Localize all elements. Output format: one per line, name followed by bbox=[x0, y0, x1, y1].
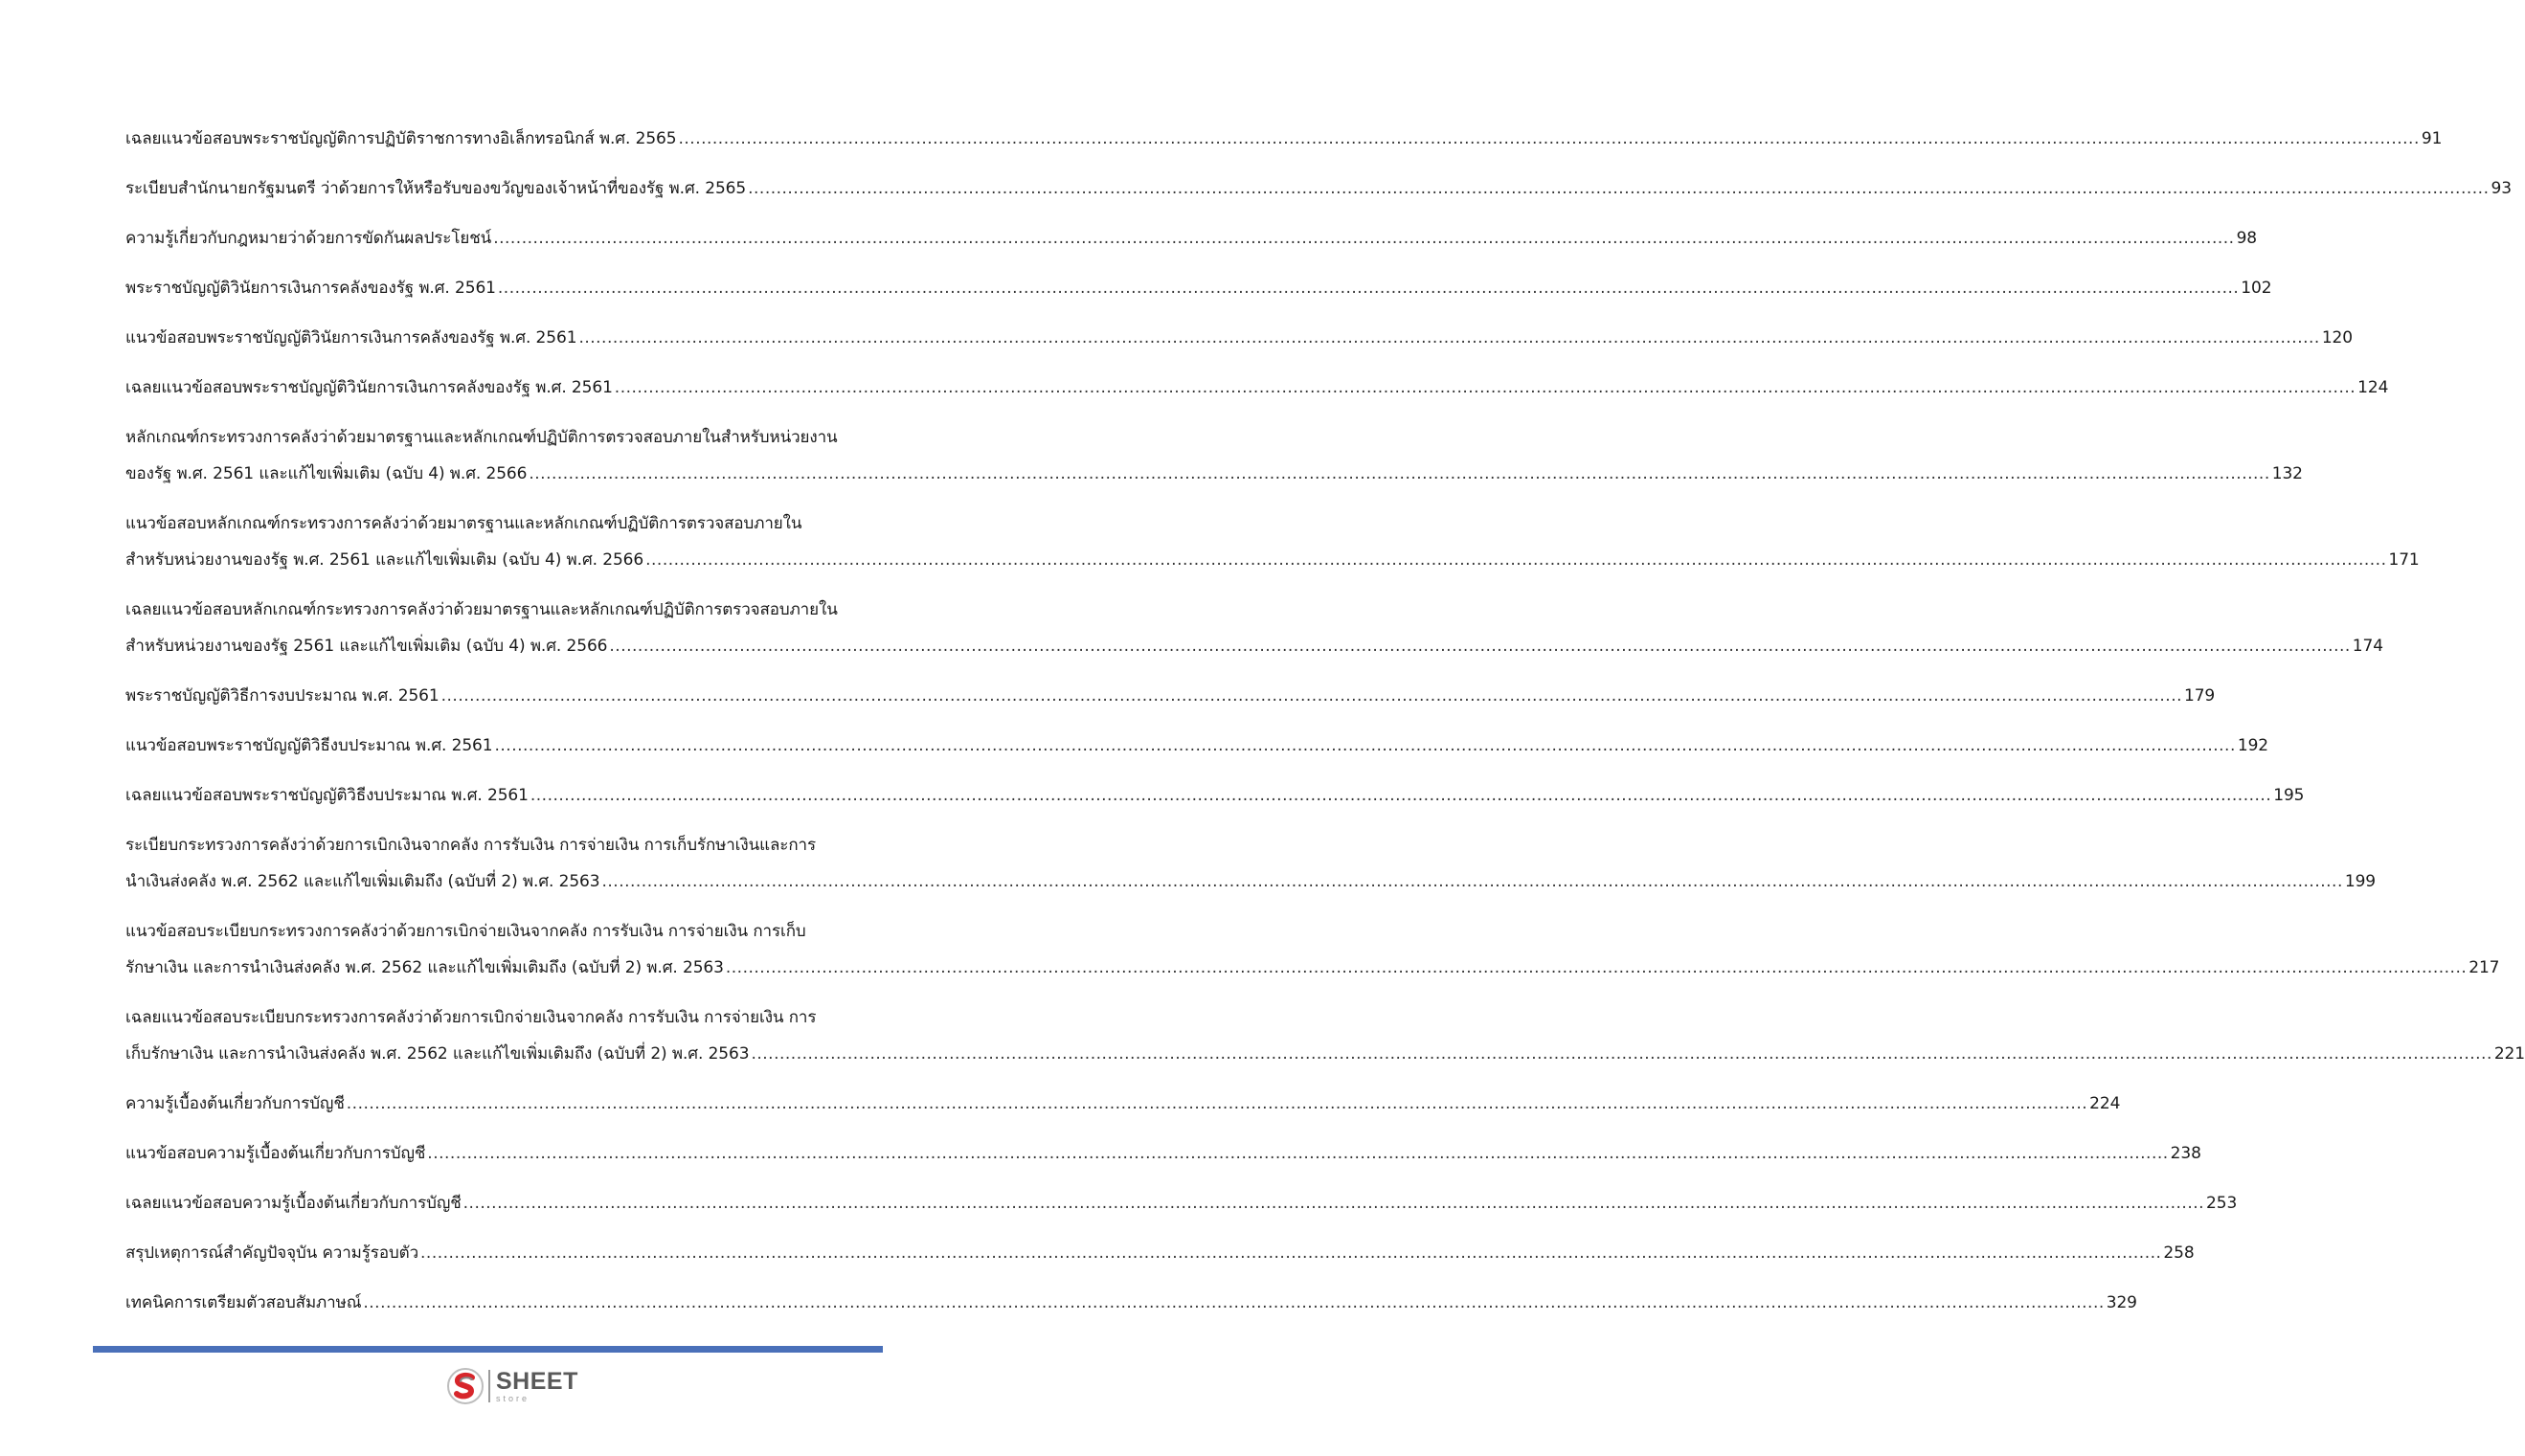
toc-entry-title: รักษาเงิน และการนำเงินส่งคลัง พ.ศ. 2562 และแก้ไขเพิ่มเติมถึง (ฉบับที่ 2) พ.ศ. 2563 bbox=[125, 958, 724, 977]
dot-leader bbox=[420, 1235, 2161, 1271]
toc-entry[interactable] bbox=[125, 827, 2377, 900]
toc-entry-title: แนวข้อสอบระเบียบกระทรวงการคลังว่าด้วยการเบิกจ่ายเงินจากคลัง การรับเงิน การจ่ายเงิน การเก็บ bbox=[125, 922, 806, 941]
dot-leader bbox=[493, 220, 2234, 257]
toc-entry-title: เฉลยแนวข้อสอบพระราชบัญญัติการปฏิบัติราชการทางอิเล็กทรอนิกส์ พ.ศ. 2565 bbox=[125, 129, 677, 148]
toc-entry[interactable] bbox=[125, 678, 2216, 714]
toc-entry[interactable] bbox=[125, 999, 2525, 1072]
toc-entry[interactable] bbox=[125, 505, 2420, 578]
toc-entry[interactable] bbox=[125, 419, 2303, 492]
toc-entry[interactable] bbox=[125, 1135, 2201, 1172]
dot-leader bbox=[494, 728, 2235, 764]
dot-leader bbox=[498, 270, 2239, 306]
logo-separator bbox=[488, 1370, 490, 1402]
toc-entry-title: เฉลยแนวข้อสอบพระราชบัญญัติวินัยการเงินการคลังของรัฐ พ.ศ. 2561 bbox=[125, 378, 613, 397]
footer-divider bbox=[93, 1346, 883, 1353]
toc-entry-title: นำเงินส่งคลัง พ.ศ. 2562 และแก้ไขเพิ่มเติมถึง (ฉบับที่ 2) พ.ศ. 2563 bbox=[125, 872, 600, 891]
toc-entry-title: แนวข้อสอบหลักเกณฑ์กระทรวงการคลังว่าด้วยมาตรฐานและหลักเกณฑ์ปฏิบัติการตรวจสอบภายใน bbox=[125, 514, 802, 533]
toc-entry-title: ระเบียบสำนักนายกรัฐมนตรี ว่าด้วยการให้หรือรับของขวัญของเจ้าหน้าที่ของรัฐ พ.ศ. 2565 bbox=[125, 179, 747, 198]
toc-entry[interactable] bbox=[125, 320, 2353, 356]
dot-leader bbox=[347, 1086, 2087, 1122]
toc-entry-page: 253 bbox=[2206, 1194, 2238, 1213]
sheet-store-logo-icon bbox=[446, 1367, 485, 1405]
toc-entry-page: 195 bbox=[2273, 786, 2305, 805]
logo-wordmark: SHEET bbox=[496, 1367, 578, 1395]
toc-entry-page: 120 bbox=[2321, 328, 2353, 347]
toc-entry-page: 329 bbox=[2106, 1293, 2137, 1312]
toc-entry-title: พระราชบัญญัติวิธีการงบประมาณ พ.ศ. 2561 bbox=[125, 686, 440, 706]
toc-entry-title: เฉลยแนวข้อสอบหลักเกณฑ์กระทรวงการคลังว่าด้วยมาตรฐานและหลักเกณฑ์ปฏิบัติการตรวจสอบภายใน bbox=[125, 600, 838, 619]
toc-entry-page: 171 bbox=[2388, 550, 2420, 570]
dot-leader bbox=[578, 320, 2319, 356]
toc-entry[interactable] bbox=[125, 270, 2272, 306]
toc-entry[interactable] bbox=[125, 592, 2383, 664]
toc-entry[interactable] bbox=[125, 777, 2305, 814]
logo-text bbox=[496, 1367, 578, 1403]
sheet-store-logo bbox=[446, 1365, 578, 1407]
toc-entry-title: ความรู้เกี่ยวกับกฎหมายว่าด้วยการขัดกันผลประโยชน์ bbox=[125, 229, 492, 248]
toc-entry-title: เก็บรักษาเงิน และการนำเงินส่งคลัง พ.ศ. 2562 และแก้ไขเพิ่มเติมถึง (ฉบับที่ 2) พ.ศ. 2563 bbox=[125, 1044, 750, 1064]
toc-entry-title: เฉลยแนวข้อสอบความรู้เบื้องต้นเกี่ยวกับการบัญชี bbox=[125, 1194, 462, 1213]
toc-entry[interactable] bbox=[125, 370, 2389, 406]
toc-entry[interactable] bbox=[125, 913, 2500, 986]
toc-entry-page: 91 bbox=[2421, 129, 2443, 148]
toc-entry[interactable] bbox=[125, 1185, 2238, 1221]
toc-entry[interactable] bbox=[125, 728, 2269, 764]
toc-entry[interactable] bbox=[125, 1086, 2121, 1122]
toc-entry-title: ความรู้เบื้องต้นเกี่ยวกับการบัญชี bbox=[125, 1094, 345, 1113]
dot-leader bbox=[645, 542, 2386, 578]
dot-leader bbox=[463, 1185, 2204, 1221]
toc-entry[interactable] bbox=[125, 1285, 2137, 1321]
toc-entry[interactable] bbox=[125, 1235, 2195, 1271]
toc-entry-title: หลักเกณฑ์กระทรวงการคลังว่าด้วยมาตรฐานและหลักเกณฑ์ปฏิบัติการตรวจสอบภายในสำหรับหน่วยงาน bbox=[125, 428, 838, 447]
dot-leader bbox=[751, 1036, 2491, 1072]
toc-entry-title: แนวข้อสอบพระราชบัญญัติวินัยการเงินการคลังของรัฐ พ.ศ. 2561 bbox=[125, 328, 577, 347]
toc-entry-page: 217 bbox=[2469, 958, 2500, 977]
toc-entry-page: 221 bbox=[2493, 1044, 2525, 1064]
toc-entry-title: เทคนิคการเตรียมตัวสอบสัมภาษณ์ bbox=[125, 1293, 362, 1312]
toc-entry[interactable] bbox=[125, 170, 2512, 207]
toc-entry-page: 192 bbox=[2237, 736, 2269, 755]
dot-leader bbox=[615, 370, 2356, 406]
toc-entry-title: ระเบียบกระทรวงการคลังว่าด้วยการเบิกเงินจากคลัง การรับเงิน การจ่ายเงิน การเก็บรักษาเงินและการ bbox=[125, 836, 816, 855]
toc-entry-page: 199 bbox=[2344, 872, 2377, 891]
toc-entry-page: 102 bbox=[2241, 279, 2272, 298]
toc-entry-title: เฉลยแนวข้อสอบพระราชบัญญัติวิธีงบประมาณ พ.ศ. 2561 bbox=[125, 786, 529, 805]
toc-entry-page: 124 bbox=[2357, 378, 2389, 397]
toc-entry-page: 93 bbox=[2491, 179, 2512, 198]
toc-entry[interactable] bbox=[125, 121, 2443, 157]
dot-leader bbox=[601, 863, 2342, 900]
toc-entry-title: แนวข้อสอบความรู้เบื้องต้นเกี่ยวกับการบัญชี bbox=[125, 1144, 426, 1163]
toc-entry-page: 238 bbox=[2170, 1144, 2201, 1163]
logo-subtext: store bbox=[496, 1393, 530, 1403]
dot-leader bbox=[609, 628, 2350, 664]
toc-entry-title: สำหรับหน่วยงานของรัฐ 2561 และแก้ไขเพิ่มเติม (ฉบับ 4) พ.ศ. 2566 bbox=[125, 637, 608, 656]
toc-entry-title: ของรัฐ พ.ศ. 2561 และแก้ไขเพิ่มเติม (ฉบับ 4) พ.ศ. 2566 bbox=[125, 464, 528, 483]
dot-leader bbox=[748, 170, 2489, 207]
toc-entry-page: 132 bbox=[2271, 464, 2303, 483]
toc-entry-page: 98 bbox=[2236, 229, 2257, 248]
dot-leader bbox=[363, 1285, 2104, 1321]
toc-entry[interactable] bbox=[125, 220, 2257, 257]
toc-entry-page: 258 bbox=[2163, 1243, 2195, 1263]
dot-leader bbox=[529, 456, 2269, 492]
toc-entry-page: 174 bbox=[2352, 637, 2383, 656]
table-of-contents bbox=[125, 121, 2525, 1334]
toc-entry-title: พระราชบัญญัติวินัยการเงินการคลังของรัฐ พ.ศ. 2561 bbox=[125, 279, 496, 298]
toc-entry-page: 179 bbox=[2184, 686, 2216, 706]
toc-entry-title: เฉลยแนวข้อสอบระเบียบกระทรวงการคลังว่าด้วยการเบิกจ่ายเงินจากคลัง การรับเงิน การจ่ายเงิน การ bbox=[125, 1008, 817, 1027]
toc-entry-title: สรุปเหตุการณ์สำคัญปัจจุบัน ความรู้รอบตัว bbox=[125, 1243, 419, 1263]
dot-leader bbox=[678, 121, 2419, 157]
toc-entry-title: สำหรับหน่วยงานของรัฐ พ.ศ. 2561 และแก้ไขเพิ่มเติม (ฉบับ 4) พ.ศ. 2566 bbox=[125, 550, 644, 570]
toc-entry-page: 224 bbox=[2089, 1094, 2121, 1113]
dot-leader bbox=[530, 777, 2271, 814]
dot-leader bbox=[427, 1135, 2168, 1172]
dot-leader bbox=[441, 678, 2182, 714]
toc-entry-title: แนวข้อสอบพระราชบัญญัติวิธีงบประมาณ พ.ศ. 2561 bbox=[125, 736, 493, 755]
dot-leader bbox=[726, 950, 2467, 986]
